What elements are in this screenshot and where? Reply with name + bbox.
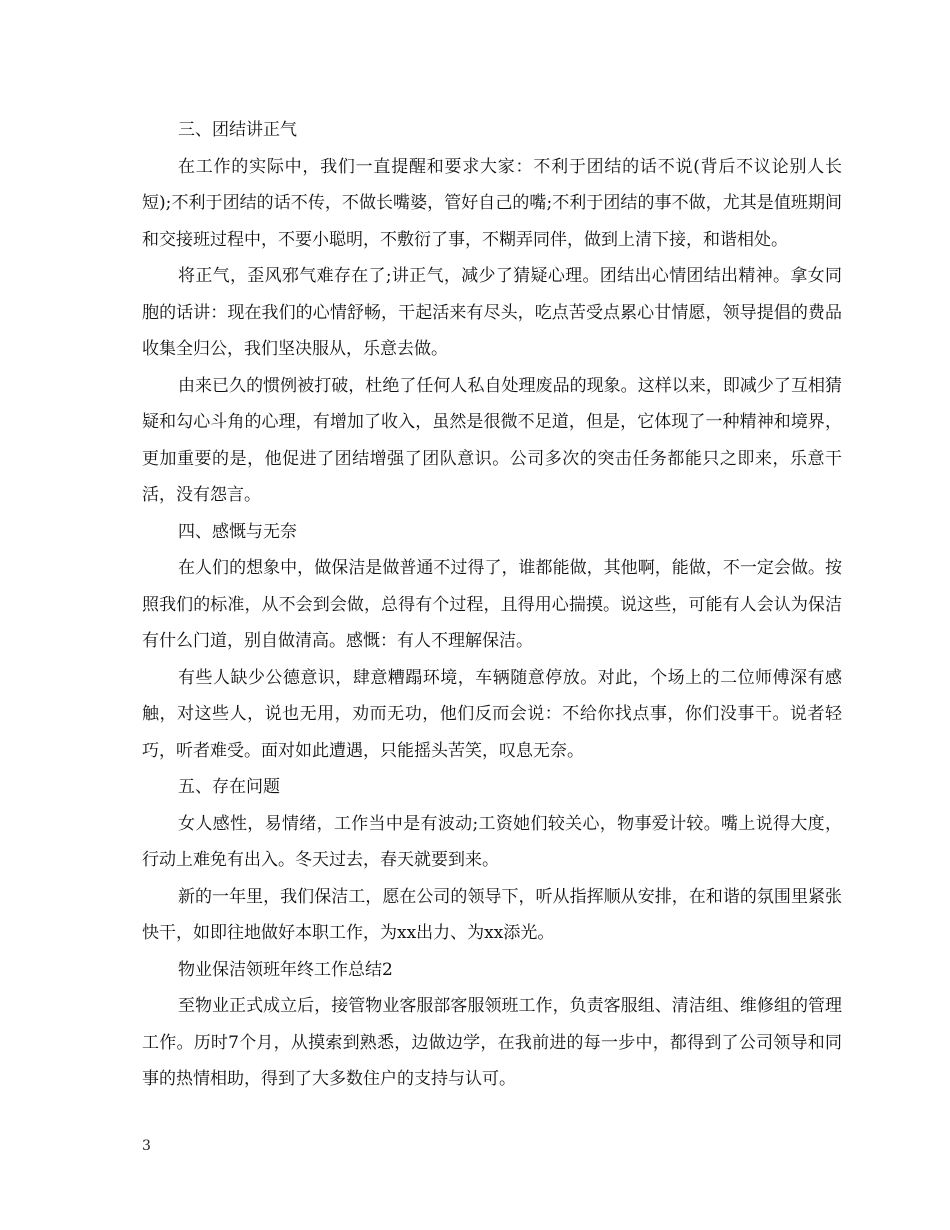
paragraph: 新的一年里，我们保洁工，愿在公司的领导下，听从指挥顺从安排，在和谐的氛围里紧张快干，如即往地做好本职工作，为xx出力、为xx添光。 <box>142 886 842 943</box>
section-heading-5: 五、存在问题 <box>178 777 280 797</box>
paragraph: 由来已久的惯例被打破，杜绝了任何人私自处理废品的现象。这样以来，即减少了互相猜疑和勾心斗角的心理，有增加了收入，虽然是很微不足道，但是，它体现了一种精神和境界，更加重要的是，他促进了团结增强了团队意识。公司多次的突击任务都能只之即来，乐意干活，没有怨言。 <box>142 375 842 505</box>
paragraph: 将正气，歪风邪气难存在了;讲正气，减少了猜疑心理。团结出心情团结出精神。拿女同胞的话讲：现在我们的心情舒畅，干起活来有尽头，吃点苦受点累心甘情愿，领导提倡的费品收集全归公，我们坚决服从，乐意去做。 <box>142 266 842 359</box>
paragraph: 女人感性，易情绪，工作当中是有波动;工资她们较关心，物事爱计较。嘴上说得大度，行动上难免有出入。冬天过去，春天就要到来。 <box>142 813 842 870</box>
document-title-2: 物业保洁领班年终工作总结2 <box>178 959 393 980</box>
paragraph: 有些人缺少公德意识，肆意糟蹋环境，车辆随意停放。对此，个场上的二位师傅深有感触，对这些人，说也无用，劝而无功，他们反而会说：不给你找点事，你们没事干。说者轻巧，听者难受。面对如此遭遇，只能摇头苦笑，叹息无奈。 <box>142 667 842 761</box>
section-heading-3: 三、团结讲正气 <box>178 120 297 140</box>
paragraph: 在人们的想象中，做保洁是做普通不过得了，谁都能做，其他啊，能做，不一定会做。按照我们的标准，从不会到会做，总得有个过程，且得用心揣摸。说这些，可能有人会认为保洁有什么门道，别自做清高。感慨：有人不理解保洁。 <box>142 558 842 651</box>
page-number: 3 <box>142 1138 151 1154</box>
paragraph: 在工作的实际中，我们一直提醒和要求大家：不利于团结的话不说(背后不议论别人长短);不利于团结的话不传，不做长嘴婆，管好自己的嘴;不利于团结的事不做，尤其是值班期间和交接班过程中，不要小聪明，不敷衍了事，不糊弄同伴，做到上清下接，和谐相处。 <box>142 156 842 250</box>
section-heading-4: 四、感慨与无奈 <box>178 521 297 542</box>
paragraph: 至物业正式成立后，接管物业客服部客服领班工作，负责客服组、清洁组、维修组的管理工作。历时7个月，从摸索到熟悉，边做边学，在我前进的每一步中，都得到了公司领导和同事的热情相助，得到了大多数住户的支持与认可。 <box>142 996 842 1089</box>
document-body <box>142 112 842 1098</box>
